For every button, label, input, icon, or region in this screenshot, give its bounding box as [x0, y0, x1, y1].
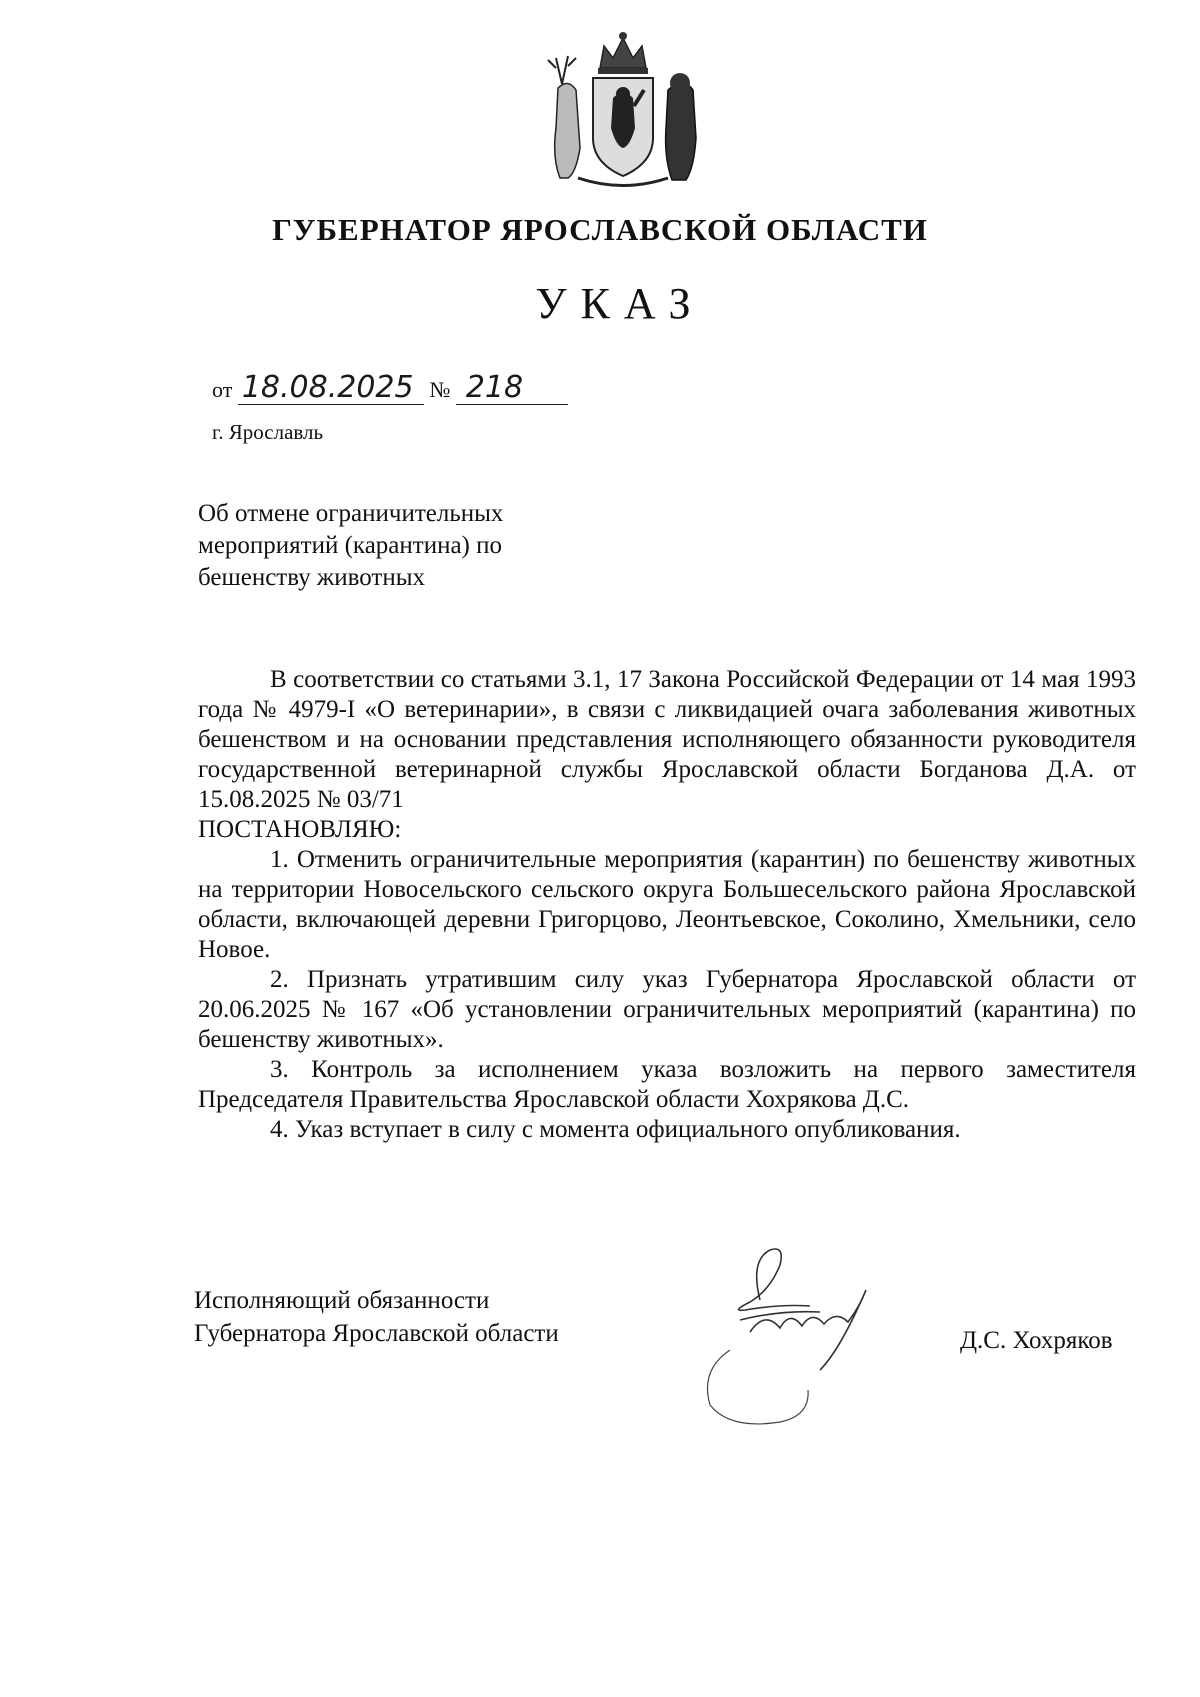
number-value: 218: [456, 372, 568, 405]
subject-line: бешенству животных: [198, 564, 425, 591]
issuing-authority: ГУБЕРНАТОР ЯРОСЛАВСКОЙ ОБЛАСТИ: [272, 212, 928, 247]
city: г. Ярославль: [212, 420, 324, 444]
date-number-row: [212, 372, 568, 405]
document-type: УКАЗ: [535, 279, 705, 328]
yaroslavl-coat-of-arms-icon: [538, 28, 708, 188]
signer-name: Д.С. Хохряков: [960, 1327, 1113, 1354]
signer-title-line: Губернатора Ярославской области: [194, 1320, 559, 1347]
number-label: №: [429, 377, 451, 402]
decree-item: 2. Признать утратившим силу указ Губернатора Ярославской области от 20.06.2025 № 167 «Об установлении ограничительных мероприятий (карантина) по бешенству животных».: [198, 966, 1136, 1053]
handwritten-signature: [690, 1240, 960, 1430]
decree-item: 4. Указ вступает в силу с момента официального опубликования.: [270, 1116, 961, 1143]
subject-line: мероприятий (карантина) по: [198, 532, 503, 559]
decree-word: ПОСТАНОВЛЯЮ:: [198, 816, 402, 843]
signer-title-line: Исполняющий обязанности: [194, 1287, 490, 1314]
preamble: В соответствии со статьями 3.1, 17 Закона Российской Федерации от 14 мая 1993 года № 4979-I «О ветеринарии», в связи с ликвидацией очага заболевания животных бешенством и на основании представления исполняющего обязанности руководителя государственной ветеринарной службы Ярославской области Богданова Д.А. от 15.08.2025 № 03/71: [198, 666, 1136, 813]
decree-item: 1. Отменить ограничительные мероприятия (карантин) по бешенству животных на территории Новосельского сельского округа Большесельского района Ярославской области, включающей деревни Григорцово, Леонтьевское, Соколино, Хмельники, село Новое.: [198, 846, 1136, 963]
date-label: от: [212, 377, 233, 402]
document-subject: [198, 498, 598, 594]
signer-title: [194, 1284, 559, 1350]
subject-line: Об отмене ограничительных: [198, 500, 504, 527]
decree-item: 3. Контроль за исполнением указа возложить на первого заместителя Председателя Правительства Ярославской области Хохрякова Д.С.: [198, 1056, 1136, 1113]
document-body: [198, 665, 1136, 1145]
date-value: 18.08.2025: [238, 372, 424, 405]
